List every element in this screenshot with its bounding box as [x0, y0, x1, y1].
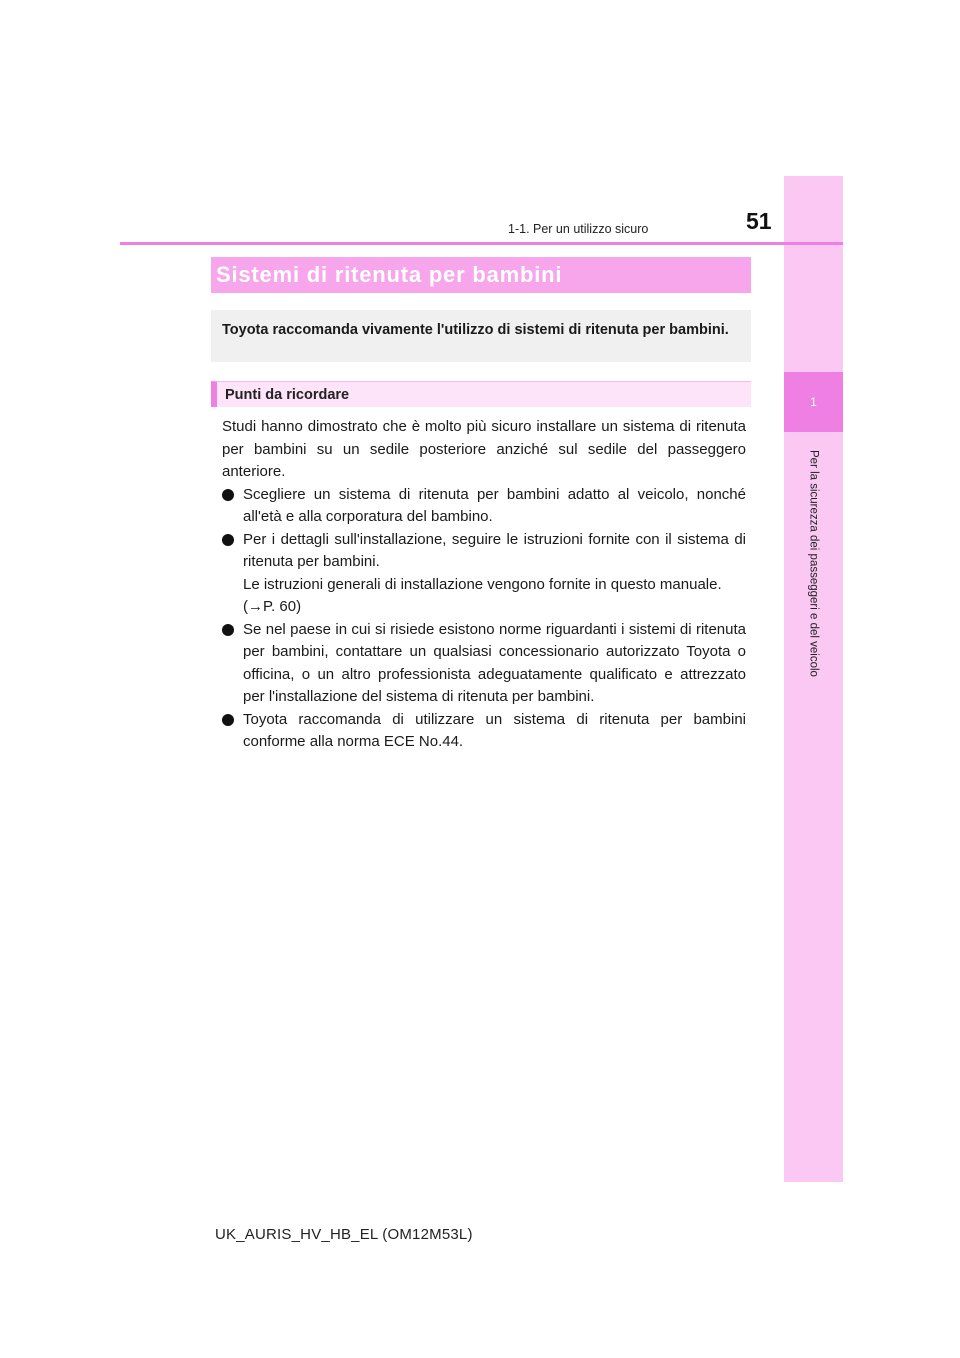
footer-document-code: UK_AURIS_HV_HB_EL (OM12M53L) [215, 1226, 473, 1243]
page-heading: Sistemi di ritenuta per bambini [211, 257, 751, 293]
bullet-dot-icon [222, 489, 234, 501]
bullet-dot-icon [222, 534, 234, 546]
header-divider [120, 242, 843, 245]
body-content [222, 416, 746, 754]
list-item [222, 529, 746, 619]
list-item [222, 619, 746, 709]
chapter-title-vertical: Per la sicurezza dei passeggeri e del veicolo [807, 450, 820, 677]
bullet-extra-text: Le istruzioni generali di installazione vengono fornite in questo manuale. [243, 575, 722, 593]
bullet-text: Scegliere un sistema di ritenuta per bambini adatto al veicolo, nonché all'età e alla corporatura del bambino. [243, 485, 746, 525]
list-item [222, 484, 746, 529]
bullet-dot-icon [222, 714, 234, 726]
list-item [222, 709, 746, 754]
page-reference-link[interactable]: (→P. 60) [243, 598, 302, 615]
intro-box: Toyota raccomanda vivamente l'utilizzo di sistemi di ritenuta per bambini. [211, 310, 751, 362]
body-paragraph: Studi hanno dimostrato che è molto più sicuro installare un sistema di ritenuta per bambini su un sedile posteriore anziché sul sedile del passeggero anteriore. [222, 418, 746, 480]
bullet-text: Se nel paese in cui si risiede esistono norme riguardanti i sistemi di ritenuta per bambini, contattare un qualsiasi concessionario autorizzato Toyota o officina, o un altro professionista adeguatamente qualificato e attrezzato per l'installazione del sistema di ritenuta per bambini. [243, 620, 746, 705]
chapter-number-tab[interactable]: 1 [784, 372, 843, 432]
running-header-section: 1-1. Per un utilizzo sicuro [508, 222, 649, 236]
subheading: Punti da ricordare [211, 381, 751, 407]
bullet-text: Toyota raccomanda di utilizzare un sistema di ritenuta per bambini conforme alla norma ECE No.44. [243, 710, 746, 750]
bullet-dot-icon [222, 624, 234, 636]
page-number: 51 [746, 208, 772, 234]
bullet-text: Per i dettagli sull'installazione, seguire le istruzioni fornite con il sistema di ritenuta per bambini. [243, 530, 746, 570]
